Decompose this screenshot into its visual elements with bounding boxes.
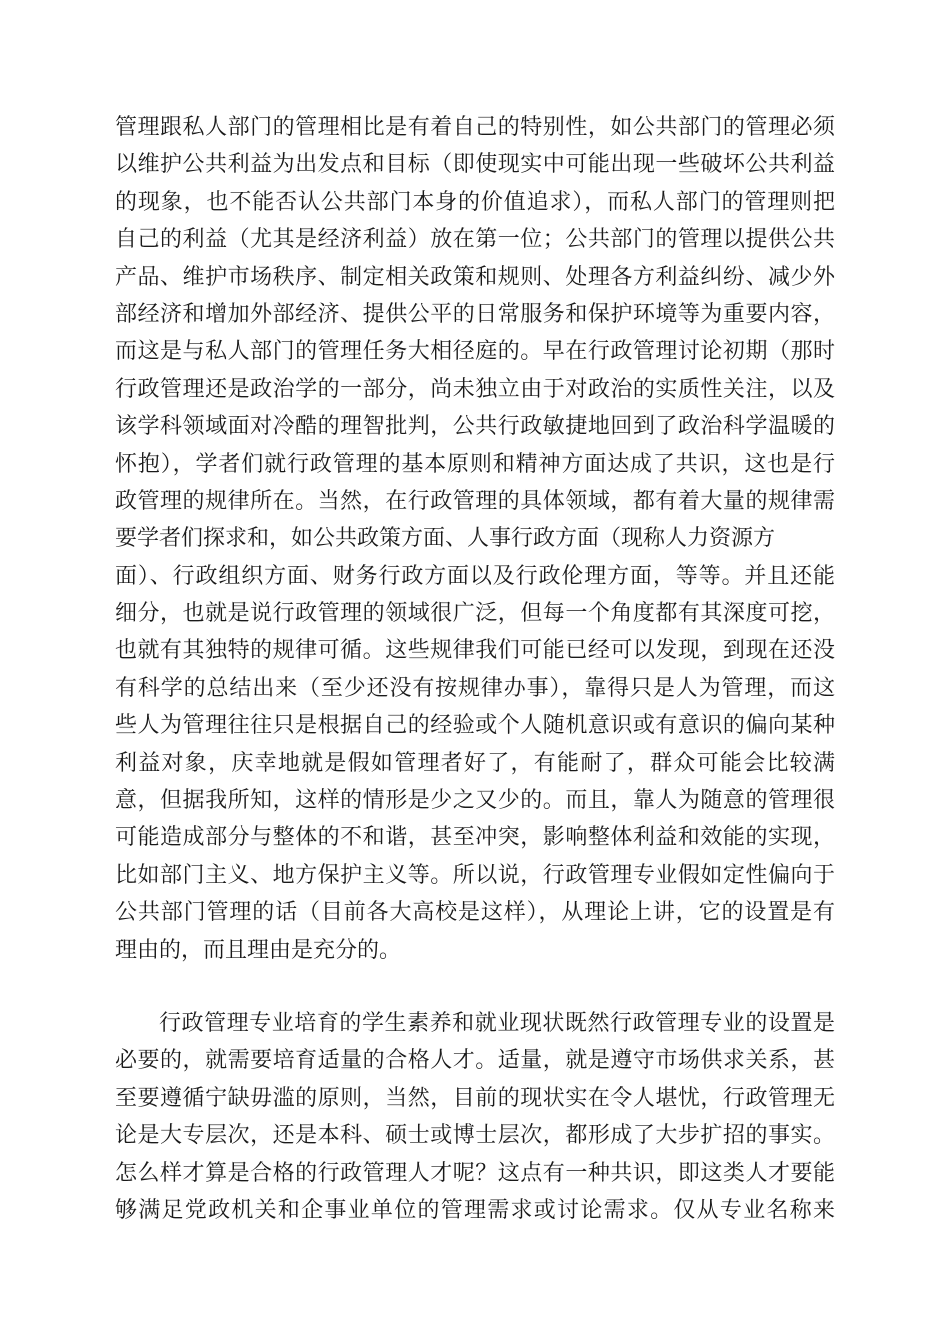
text-line: 比如部门主义、地方保护主义等。所以说，行政管理专业假如定性偏向于 xyxy=(115,862,835,888)
text-line: 至要遵循宁缺毋滥的原则，当然，目前的现状实在令人堪忧，行政管理无 xyxy=(115,1085,835,1111)
text-line: 怀抱），学者们就行政管理的基本原则和精神方面达成了共识，这也是行 xyxy=(115,451,835,477)
text-line: 行政管理还是政治学的一部分，尚未独立由于对政治的实质性关注，以及 xyxy=(115,376,835,402)
paragraph-1 xyxy=(115,109,835,969)
text-line: 产品、维护市场秩序、制定相关政策和规则、处理各方利益纠纷、减少外 xyxy=(115,264,835,290)
text-line: 该学科领域面对冷酷的理智批判，公共行政敏捷地回到了政治科学温暖的 xyxy=(115,414,835,440)
text-line: 以维护公共利益为出发点和目标（即使现实中可能出现一些破坏公共利益 xyxy=(115,152,835,178)
text-line: 必要的，就需要培育适量的合格人才。适量，就是遵守市场供求关系，甚 xyxy=(115,1048,835,1074)
text-line: 利益对象，庆幸地就是假如管理者好了，有能耐了，群众可能会比较满 xyxy=(115,750,835,776)
text-line: 要学者们探求和，如公共政策方面、人事行政方面（现称人力资源方 xyxy=(115,526,776,552)
text-line: 政管理的规律所在。当然，在行政管理的具体领域，都有着大量的规律需 xyxy=(115,488,835,514)
text-line: 行政管理专业培育的学生素养和就业现状既然行政管理专业的设置是 xyxy=(159,1011,835,1036)
paragraph-2 xyxy=(115,1005,835,1229)
text-line: 意，但据我所知，这样的情形是少之又少的。而且，靠人为随意的管理很 xyxy=(115,788,835,814)
text-line: 够满足党政机关和企事业单位的管理需求或讨论需求。仅从专业名称来 xyxy=(115,1197,835,1223)
text-line: 部经济和增加外部经济、提供公平的日常服务和保护环境等为重要内容， xyxy=(115,301,835,327)
text-line: 的现象，也不能否认公共部门本身的价值追求），而私人部门的管理则把 xyxy=(115,189,835,215)
text-line: 管理跟私人部门的管理相比是有着自己的特别性，如公共部门的管理必须 xyxy=(115,115,835,140)
text-line: 公共部门管理的话（目前各大高校是这样），从理论上讲，它的设置是有 xyxy=(115,900,835,926)
text-line: 自己的利益（尤其是经济利益）放在第一位；公共部门的管理以提供公共 xyxy=(115,227,835,253)
text-line: 而这是与私人部门的管理任务大相径庭的。早在行政管理讨论初期（那时 xyxy=(115,339,835,365)
text-line: 面）、行政组织方面、财务行政方面以及行政伦理方面，等等。并且还能 xyxy=(115,563,835,589)
text-line: 理由的，而且理由是充分的。 xyxy=(115,937,402,963)
text-line: 些人为管理往往只是根据自己的经验或个人随机意识或有意识的偏向某种 xyxy=(115,713,835,739)
text-line: 论是大专层次，还是本科、硕士或博士层次，都形成了大步扩招的事实。 xyxy=(115,1123,835,1149)
text-line: 可能造成部分与整体的不和谐，甚至冲突，影响整体利益和效能的实现， xyxy=(115,825,835,851)
text-line: 有科学的总结出来（至少还没有按规律办事），靠得只是人为管理，而这 xyxy=(115,675,835,701)
text-line: 细分，也就是说行政管理的领域很广泛，但每一个角度都有其深度可挖， xyxy=(115,601,835,627)
text-line: 也就有其独特的规律可循。这些规律我们可能已经可以发现，到现在还没 xyxy=(115,638,835,664)
text-line: 怎么样才算是合格的行政管理人才呢？这点有一种共识，即这类人才要能 xyxy=(115,1160,835,1186)
